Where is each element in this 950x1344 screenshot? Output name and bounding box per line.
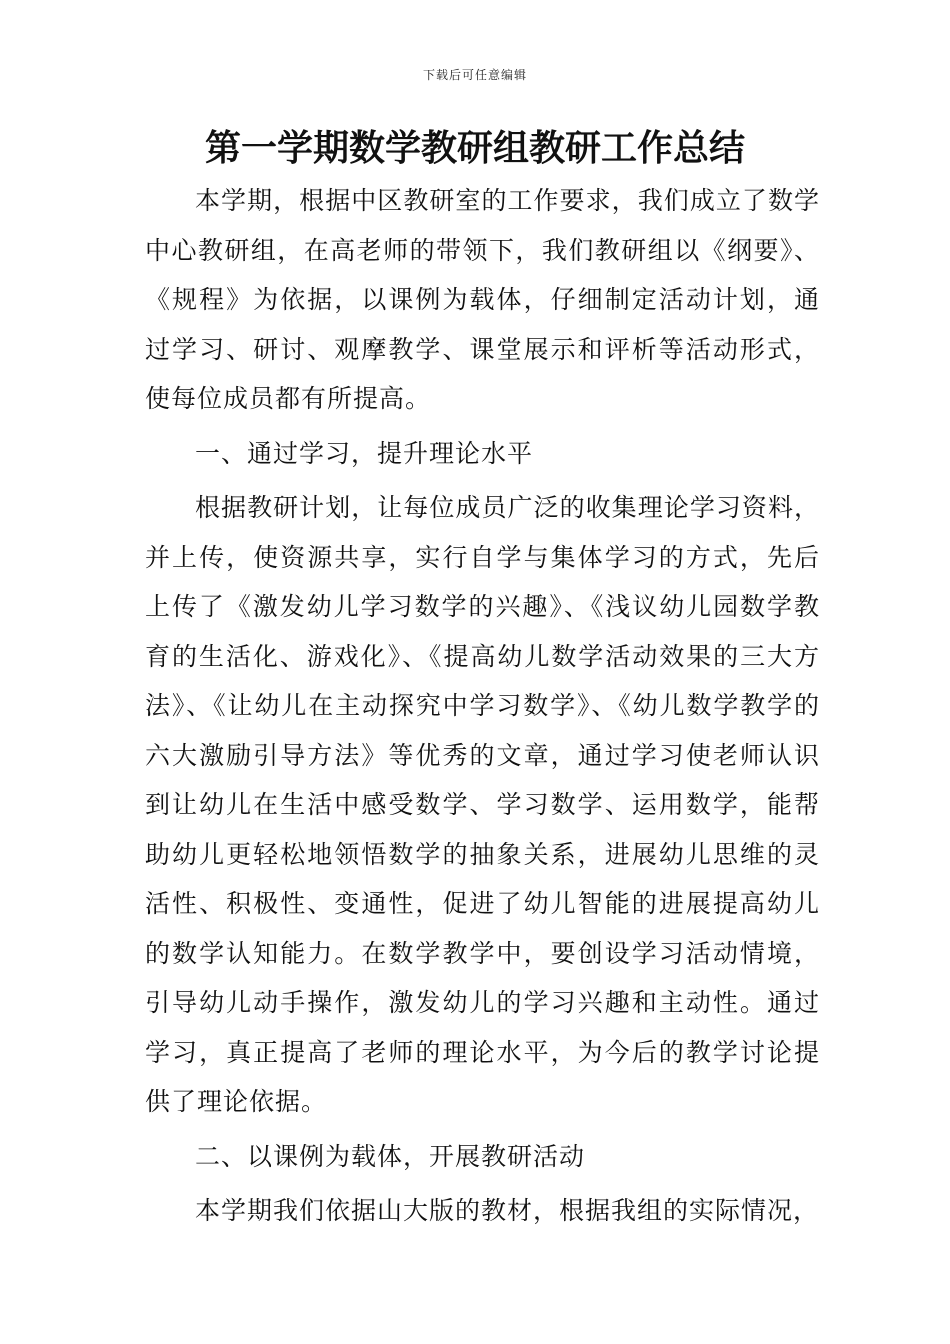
section-1-paragraph: 根据教研计划，让每位成员广泛的收集理论学习资料，并上传，使资源共享，实行自学与集体学习的方式，先后上传了《激发幼儿学习数学的兴趣》、《浅议幼儿园数学教育的生活化、游戏化》、《提高幼儿数学活动效果的三大方法》、《让幼儿在主动探究中学习数学》、《幼儿数学教学的六大激励引导方法》等优秀的文章，通过学习使老师认识到让幼儿在生活中感受数学、学习数学、运用数学，能帮助幼儿更轻松地领悟数学的抽象关系，进展幼儿思维的灵活性、积极性、变通性，促进了幼儿智能的进展提高幼儿的数学认知能力。在数学教学中，要创设学习活动情境，引导幼儿动手操作，激发幼儿的学习兴趣和主动性。通过学习，真正提高了老师的理论水平，为今后的教学讨论提供了理论依据。 bbox=[145, 493, 820, 1116]
section-heading-2: 二、以课例为载体，开展教研活动 bbox=[195, 1141, 586, 1171]
header-note: 下载后可任意编辑 bbox=[422, 68, 527, 82]
document-title: 第一学期数学教研组教研工作总结 bbox=[204, 128, 745, 169]
document-body bbox=[145, 176, 820, 1236]
section-heading-1: 一、通过学习，提升理论水平 bbox=[195, 438, 534, 468]
section-2-paragraph: 本学期我们依据山大版的教材，根据我组的实际情况， bbox=[195, 1196, 820, 1225]
intro-paragraph: 本学期，根据中区教研室的工作要求，我们成立了数学中心教研组，在高老师的带领下，我们教研组以《纲要》、《规程》为依据，以课例为载体，仔细制定活动计划，通过学习、研讨、观摩教学、课堂展示和评析等活动形式，使每位成员都有所提高。 bbox=[145, 186, 820, 413]
